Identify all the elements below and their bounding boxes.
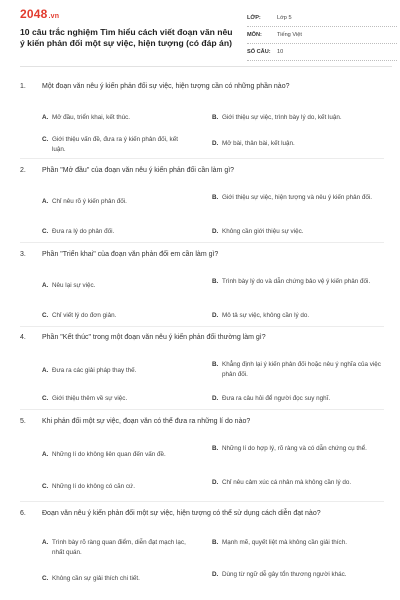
meta-value: 10 — [277, 49, 284, 55]
option-text: Đưa ra các giải pháp thay thế. — [52, 367, 137, 374]
option-b[interactable] — [212, 277, 384, 287]
option-letter: B. — [212, 445, 219, 452]
meta-label: SỐ CÂU: — [247, 49, 271, 55]
option-text: Dùng từ ngữ dễ gây tổn thương người khác. — [222, 571, 347, 578]
option-a[interactable] — [42, 366, 202, 376]
question-text: Phần "Mở đầu" của đoạn văn nêu ý kiến phản đối cần làm gì? — [42, 167, 235, 174]
question-4 — [20, 333, 384, 402]
option-text: Những lí do không có căn cứ. — [52, 483, 135, 490]
question-text: Khi phản đối một sự việc, đoạn văn có thể đưa ra những lí do nào? — [42, 418, 251, 425]
option-letter: B. — [212, 361, 219, 368]
question-text: Một đoạn văn nêu ý kiến phản đối sự việc, hiện tượng cần có những phần nào? — [42, 83, 290, 90]
worksheet-title: 10 câu trắc nghiệm Tìm hiểu cách viết đoạn văn nêu ý kiến phản đối một sự việc, hiện tượng (có đáp án) — [20, 27, 233, 48]
meta-row-grade — [247, 10, 397, 27]
option-text: Khẳng định lại ý kiến phản đối hoặc nêu ý nghĩa của việc phản đối. — [222, 361, 381, 378]
option-d[interactable] — [212, 478, 384, 488]
option-c[interactable] — [42, 227, 202, 237]
option-c[interactable] — [42, 311, 202, 321]
option-letter: A. — [42, 451, 49, 458]
divider — [20, 326, 384, 327]
question-5 — [20, 417, 384, 490]
option-text: Giới thiệu sự việc, trình bày lý do, kết luận. — [222, 114, 342, 121]
option-text: Giới thiệu sự việc, hiện tượng và nêu ý kiến phản đối. — [222, 194, 373, 201]
option-a[interactable] — [42, 197, 202, 207]
option-a[interactable] — [42, 450, 207, 460]
option-letter: A. — [42, 198, 49, 205]
option-letter: D. — [212, 228, 219, 235]
question-3 — [20, 250, 384, 319]
option-letter: D. — [212, 571, 219, 578]
option-d[interactable] — [212, 394, 384, 404]
logo-tld: .vn — [48, 13, 60, 20]
option-text: Nêu lại sự việc. — [52, 282, 96, 289]
option-letter: A. — [42, 114, 49, 121]
worksheet-header — [20, 0, 392, 67]
divider — [20, 409, 384, 410]
meta-value: Tiếng Việt — [277, 32, 302, 38]
option-letter: B. — [212, 194, 219, 201]
option-a[interactable] — [42, 281, 202, 291]
divider — [20, 501, 384, 502]
option-c[interactable] — [42, 394, 202, 404]
option-b[interactable] — [212, 444, 384, 454]
option-d[interactable] — [212, 139, 384, 149]
meta-row-subject — [247, 27, 397, 44]
option-text: Giới thiệu thêm về sự việc. — [52, 395, 128, 402]
option-letter: B. — [212, 539, 219, 546]
option-text: Không cần giới thiệu sự việc. — [222, 228, 304, 235]
option-b[interactable] — [212, 193, 384, 203]
option-c[interactable] — [42, 135, 192, 154]
option-text: Trình bày lý do và dẫn chứng bảo vệ ý kiến phản đối. — [222, 278, 371, 285]
question-number: 2. — [20, 167, 26, 174]
option-text: Những lí do không liên quan đến vấn đề. — [52, 451, 166, 458]
option-letter: D. — [212, 140, 219, 147]
option-text: Trình bày rõ ràng quan điểm, diễn đạt mạch lạc, nhất quán. — [52, 539, 186, 556]
option-letter: D. — [212, 312, 219, 319]
option-b[interactable] — [212, 113, 384, 123]
option-b[interactable] — [212, 538, 372, 548]
option-text: Mở bài, thân bài, kết luận. — [222, 140, 295, 147]
option-letter: A. — [42, 282, 49, 289]
option-a[interactable] — [42, 113, 202, 123]
option-text: Mô tả sự việc, không cần lý do. — [222, 312, 310, 319]
divider — [20, 158, 384, 159]
option-letter: C. — [42, 312, 49, 319]
option-text: Mạnh mẽ, quyết liệt mà không cần giải thích. — [222, 539, 347, 546]
option-d[interactable] — [212, 311, 384, 321]
option-letter: A. — [42, 367, 49, 374]
option-letter: C. — [42, 228, 49, 235]
option-d[interactable] — [212, 227, 384, 237]
option-letter: C. — [42, 483, 49, 490]
option-text: Chỉ viết lý do đơn giản. — [52, 312, 117, 319]
logo-text: 2048 — [20, 7, 48, 21]
option-text: Chỉ nêu cảm xúc cá nhân mà không cần lý do. — [222, 479, 352, 486]
option-text: Những lí do hợp lý, rõ ràng và có dẫn chứng cụ thể. — [222, 445, 367, 452]
worksheet-meta — [247, 10, 397, 61]
question-text: Phần "Kết thúc" trong một đoạn văn nêu ý kiến phản đối thường làm gì? — [42, 334, 266, 341]
option-letter: C. — [42, 575, 49, 582]
option-d[interactable] — [212, 570, 372, 580]
option-c[interactable] — [42, 574, 202, 584]
question-number: 1. — [20, 83, 26, 90]
question-1 — [20, 82, 384, 153]
option-letter: B. — [212, 114, 219, 121]
meta-label: MÔN: — [247, 32, 262, 38]
site-logo[interactable] — [20, 7, 59, 21]
question-number: 5. — [20, 418, 26, 425]
option-text: Chỉ nêu rõ ý kiến phản đối. — [52, 198, 127, 205]
option-letter: B. — [212, 278, 219, 285]
option-text: Mở đầu, triển khai, kết thúc. — [52, 114, 130, 121]
option-letter: A. — [42, 539, 49, 546]
question-number: 6. — [20, 510, 26, 517]
question-text: Đoạn văn nêu ý kiến phản đối một sự việc, hiện tượng có thể sử dụng cách diễn đạt nào? — [42, 510, 321, 517]
question-number: 4. — [20, 334, 26, 341]
divider — [20, 242, 384, 243]
question-number: 3. — [20, 251, 26, 258]
option-letter: D. — [212, 479, 219, 486]
option-c[interactable] — [42, 482, 202, 492]
option-letter: D. — [212, 395, 219, 402]
meta-row-count — [247, 44, 397, 61]
option-text: Đưa ra câu hỏi để người đọc suy nghĩ. — [222, 395, 331, 402]
option-b[interactable] — [212, 360, 384, 379]
question-6 — [20, 509, 384, 582]
meta-label: LỚP: — [247, 15, 261, 21]
question-2 — [20, 166, 384, 235]
option-a[interactable] — [42, 538, 192, 557]
option-letter: C. — [42, 136, 49, 143]
question-text: Phần "Triển khai" của đoạn văn phản đối em cần làm gì? — [42, 251, 219, 258]
option-text: Đưa ra lý do phản đối. — [52, 228, 115, 235]
option-letter: C. — [42, 395, 49, 402]
meta-value: Lớp 5 — [277, 15, 292, 21]
option-text: Giới thiệu vấn đề, đưa ra ý kiến phản đối, kết luận. — [52, 136, 178, 153]
option-text: Không cần sự giải thích chi tiết. — [52, 575, 140, 582]
